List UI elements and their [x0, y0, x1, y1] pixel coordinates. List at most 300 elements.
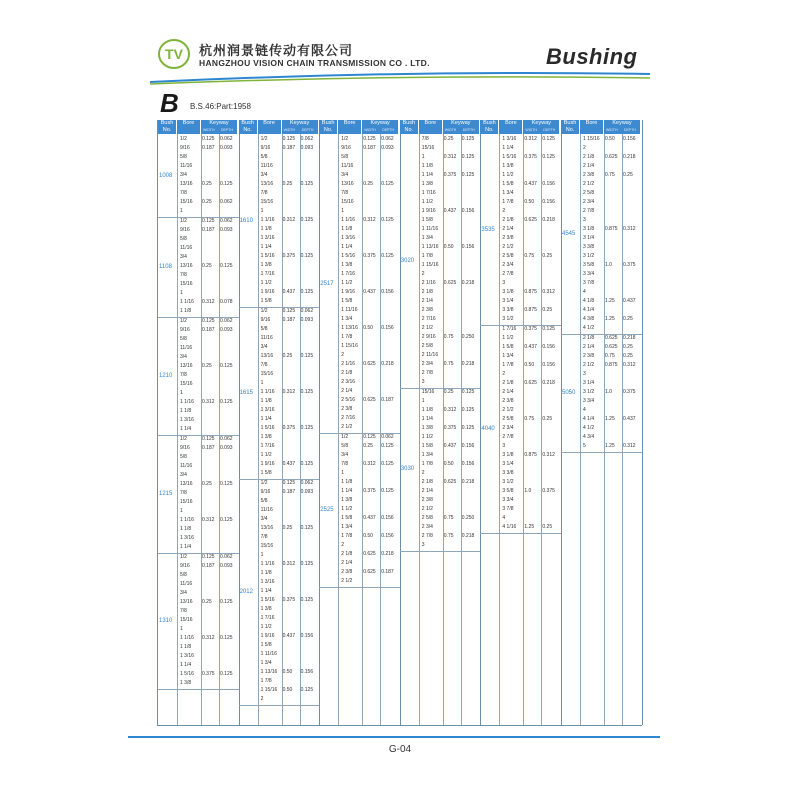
bore-value: 2: [421, 470, 425, 476]
bore-value: 1 3/16: [341, 235, 356, 241]
table-column-group: [319, 120, 401, 725]
bore-value: 3 3/4: [502, 497, 514, 503]
keyway-depth-value: 0.156: [542, 181, 555, 187]
keyway-width-value: 0.125: [202, 436, 215, 442]
bore-value: 3 1/4: [583, 235, 595, 241]
keyway-width-value: 0.312: [282, 389, 296, 395]
keyway-depth-value: 0.125: [220, 399, 233, 405]
keyway-depth-value: 0.093: [220, 145, 233, 151]
bore-value: 2 1/4: [421, 298, 433, 304]
bore-value: 1/2: [180, 554, 187, 560]
bore-value: 11/16: [260, 335, 273, 341]
keyway-width-value: 0.437: [443, 443, 457, 449]
bore-value: 1 1/2: [502, 172, 514, 178]
bore-value: 3 1/8: [583, 226, 595, 232]
bore-value: 1 1/16: [180, 517, 194, 523]
bore-value: 13/16: [341, 181, 354, 187]
keyway-depth-value: 0.062: [220, 136, 233, 142]
bore-value: 1 1/2: [341, 506, 353, 512]
bore-value: 1 7/16: [421, 190, 436, 196]
keyway-depth-value: 0.062: [220, 199, 233, 205]
bore-value: 3 1/2: [583, 253, 595, 259]
bore-value: 5/8: [180, 454, 187, 460]
bore-value: 1 9/16: [260, 289, 275, 295]
bore-value: 3 7/8: [583, 280, 595, 286]
keyway-depth-value: 0.25: [623, 316, 633, 322]
keyway-width-value: 0.25: [202, 363, 212, 369]
keyway-depth-value: 0.093: [300, 489, 314, 495]
header-keyway: Keyway WIDTH DEPTH: [443, 120, 480, 134]
keyway-depth-value: 0.093: [300, 145, 314, 151]
header-bore: Bore: [338, 120, 362, 134]
bore-value: 1/2: [180, 436, 187, 442]
bore-value: 1: [180, 208, 183, 214]
keyway-depth-value: 0.156: [381, 289, 394, 295]
bore-value: 4 1/16: [502, 524, 517, 530]
bore-value: 1 9/16: [260, 461, 275, 467]
bore-value: 13/16: [180, 481, 193, 487]
keyway-depth-value: 0.125: [300, 217, 314, 223]
bore-value: 7/8: [260, 534, 268, 540]
keyway-depth-value: 0.25: [542, 416, 553, 422]
bore-value: 15/16: [421, 145, 435, 151]
keyway-depth-value: 0.125: [542, 154, 555, 160]
keyway-depth-value: 0.187: [381, 569, 394, 575]
bore-value: 1/2: [260, 136, 268, 142]
header-width: WIDTH: [444, 128, 457, 132]
bore-value: 3/4: [180, 590, 187, 596]
bore-value: 2: [260, 696, 264, 702]
keyway-width-value: 0.125: [363, 136, 376, 142]
keyway-width-value: 0.125: [202, 218, 215, 224]
keyway-depth-value: 0.062: [300, 480, 314, 486]
bore-value: 2 1/2: [583, 362, 595, 368]
keyway-depth-value: 0.125: [381, 253, 394, 259]
header-bore: Bore: [419, 120, 443, 134]
bore-value: 1 5/16: [341, 253, 356, 259]
bore-value: 3 1/2: [502, 316, 514, 322]
keyway-depth-value: 0.218: [623, 335, 636, 341]
bore-value: 7/8: [341, 461, 349, 467]
keyway-width-value: 0.312: [443, 154, 457, 160]
bore-value: 1 3/8: [421, 425, 433, 431]
keyway-width-value: 0.625: [524, 380, 537, 386]
bore-value: 2 1/8: [502, 380, 514, 386]
bore-value: 3 1/2: [583, 389, 595, 395]
bore-value: 2 3/8: [341, 569, 353, 575]
keyway-depth-value: 0.125: [220, 671, 233, 677]
keyway-depth-value: 0.25: [542, 524, 553, 530]
bore-value: 1/2: [180, 318, 187, 324]
bore-value: 1 7/8: [341, 334, 353, 340]
bore-value: 3 1/4: [583, 380, 595, 386]
column-divider: [604, 134, 605, 725]
bore-value: 9/16: [180, 563, 190, 569]
bore-value: 2 1/16: [341, 361, 356, 367]
bore-value: 3/4: [180, 172, 187, 178]
bore-value: 2 1/8: [583, 154, 595, 160]
keyway-depth-value: 0.078: [220, 299, 233, 305]
bore-value: 2 1/16: [421, 280, 436, 286]
bush-number: 4545: [562, 231, 576, 237]
bore-value: 2 1/8: [421, 479, 433, 485]
bore-value: 2 1/2: [502, 407, 514, 413]
keyway-depth-value: 0.093: [300, 317, 314, 323]
bore-value: 1 3/16: [180, 417, 194, 423]
bore-value: 3/4: [180, 254, 187, 260]
bore-value: 11/16: [180, 245, 193, 251]
keyway-width-value: 0.625: [524, 217, 537, 223]
keyway-width-value: 0.625: [363, 397, 376, 403]
keyway-width-value: 0.312: [282, 561, 296, 567]
bore-value: 4 1/2: [583, 325, 595, 331]
keyway-depth-value: 0.156: [542, 199, 555, 205]
bush-number: 3020: [400, 258, 415, 264]
keyway-depth-value: 0.125: [381, 488, 394, 494]
keyway-depth-value: 0.312: [542, 289, 555, 295]
table-column-group: [400, 120, 482, 725]
bore-value: 4 1/8: [583, 298, 595, 304]
keyway-depth-value: 0.125: [381, 217, 394, 223]
bore-value: 1/2: [341, 136, 349, 142]
bore-value: 15/16: [260, 543, 274, 549]
bore-value: 4 1/4: [583, 307, 595, 313]
bore-value: 2 3/8: [583, 172, 595, 178]
bore-value: 3 7/8: [502, 506, 514, 512]
keyway-width-value: 1.25: [605, 443, 615, 449]
keyway-width-value: 0.437: [524, 181, 537, 187]
bore-value: 2 11/16: [421, 352, 439, 358]
keyway-depth-value: 0.156: [461, 208, 475, 214]
bore-value: 15/16: [180, 199, 193, 205]
bore-value: 2 3/4: [421, 524, 433, 530]
bore-value: 1 5/16: [180, 671, 194, 677]
bore-value: 1 1/2: [502, 335, 514, 341]
keyway-width-value: 0.375: [443, 172, 457, 178]
keyway-width-value: 0.625: [363, 361, 376, 367]
keyway-width-value: 0.875: [524, 452, 537, 458]
bore-value: 15/16: [180, 381, 193, 387]
bore-value: 3/4: [180, 472, 187, 478]
bore-value: 1 3/4: [421, 235, 433, 241]
bore-value: 11/16: [180, 581, 193, 587]
header-bush-no: Bush No.: [480, 120, 499, 134]
bore-value: 3 1/8: [502, 289, 514, 295]
bore-value: 2 1/8: [502, 217, 514, 223]
keyway-width-value: 0.312: [443, 407, 457, 413]
bore-value: 13/16: [180, 263, 193, 269]
bore-value: 1 11/16: [421, 226, 439, 232]
bore-value: 1 3/16: [502, 136, 517, 142]
keyway-width-value: 0.125: [282, 136, 296, 142]
bore-value: 2 1/8: [341, 370, 353, 376]
bore-value: 1 5/8: [421, 443, 433, 449]
bore-value: 9/16: [341, 145, 351, 151]
keyway-width-value: 0.875: [524, 289, 537, 295]
keyway-width-value: 0.50: [605, 136, 615, 142]
keyway-depth-value: 0.093: [220, 227, 233, 233]
keyway-depth-value: 0.25: [623, 344, 633, 350]
bore-value: 2 3/8: [502, 398, 514, 404]
bore-value: 1 5/16: [260, 425, 275, 431]
bore-value: 5/8: [180, 154, 187, 160]
keyway-width-value: 0.25: [282, 525, 293, 531]
bore-value: 7/8: [180, 608, 187, 614]
keyway-width-value: 0.312: [202, 399, 215, 405]
keyway-depth-value: 0.156: [542, 344, 555, 350]
bore-value: 1 1/16: [180, 635, 194, 641]
bore-value: 15/16: [341, 199, 354, 205]
keyway-depth-value: 0.125: [461, 407, 475, 413]
keyway-width-value: 0.25: [443, 389, 454, 395]
keyway-depth-value: 0.125: [300, 253, 314, 259]
bore-value: 1 7/16: [260, 615, 275, 621]
header-width: WIDTH: [606, 128, 618, 132]
bore-value: 1 1/4: [341, 488, 353, 494]
bore-value: 5: [583, 443, 586, 449]
keyway-width-value: 0.187: [202, 227, 215, 233]
keyway-depth-value: 0.093: [220, 445, 233, 451]
bore-value: 2 5/8: [583, 190, 595, 196]
bore-value: 1 3/16: [260, 579, 275, 585]
bore-value: 11/16: [180, 345, 193, 351]
bore-value: 1 1/4: [421, 172, 433, 178]
bore-value: 1 3/4: [260, 660, 272, 666]
keyway-width-value: 0.375: [282, 597, 296, 603]
keyway-depth-value: 0.375: [623, 389, 636, 395]
header-keyway: Keyway WIDTH DEPTH: [282, 120, 319, 134]
keyway-width-value: 0.187: [202, 445, 215, 451]
keyway-depth-value: 0.125: [542, 326, 555, 332]
keyway-width-value: 1.0: [524, 488, 532, 494]
keyway-width-value: 0.312: [524, 136, 537, 142]
keyway-width-value: 0.625: [605, 154, 618, 160]
bore-value: 1 1/4: [260, 588, 272, 594]
bore-value: 1: [180, 508, 183, 514]
bore-value: 2 1/4: [341, 388, 353, 394]
keyway-width-value: 0.25: [363, 181, 373, 187]
bore-value: 3 1/4: [502, 298, 514, 304]
bore-value: 1 1/4: [180, 662, 192, 668]
bore-value: 1 1/16: [260, 217, 275, 223]
bore-value: 2 9/16: [421, 334, 436, 340]
bore-value: 7/8: [421, 136, 429, 142]
keyway-depth-value: 0.250: [461, 515, 475, 521]
bore-value: 1/2: [180, 218, 187, 224]
bore-value: 2 7/8: [583, 208, 595, 214]
row-divider: [239, 705, 320, 706]
bore-value: 2: [502, 208, 506, 214]
keyway-width-value: 0.625: [443, 280, 457, 286]
keyway-depth-value: 0.062: [300, 308, 314, 314]
bore-value: 2 1/2: [421, 325, 433, 331]
keyway-width-value: 0.50: [363, 325, 373, 331]
bore-value: 1 1/16: [180, 399, 194, 405]
keyway-width-value: 0.375: [282, 425, 296, 431]
bore-value: 2 3/4: [583, 199, 595, 205]
bore-value: 1 1/2: [421, 434, 433, 440]
keyway-depth-value: 0.062: [381, 136, 394, 142]
bore-value: 2 3/8: [341, 406, 353, 412]
keyway-depth-value: 0.125: [542, 136, 555, 142]
bore-value: 1 7/16: [260, 443, 275, 449]
bore-value: 1 15/16: [583, 136, 600, 142]
bore-value: 2 5/8: [502, 253, 514, 259]
bore-value: 1 1/4: [260, 416, 272, 422]
keyway-depth-value: 0.375: [542, 488, 555, 494]
bore-value: 2: [583, 145, 586, 151]
keyway-width-value: 0.437: [443, 208, 457, 214]
keyway-width-value: 0.437: [363, 515, 376, 521]
keyway-width-value: 0.125: [202, 554, 215, 560]
bore-value: 1/2: [341, 434, 349, 440]
keyway-width-value: 1.0: [605, 262, 612, 268]
keyway-depth-value: 0.250: [461, 334, 475, 340]
bore-value: 15/16: [180, 281, 193, 287]
bore-value: 1 1/2: [260, 624, 272, 630]
keyway-depth-value: 0.218: [461, 361, 475, 367]
keyway-depth-value: 0.218: [461, 533, 475, 539]
bore-value: 1 3/4: [341, 524, 353, 530]
bore-value: 1 15/16: [421, 262, 439, 268]
bore-value: 15/16: [180, 499, 193, 505]
bore-value: 1 1/4: [421, 416, 433, 422]
keyway-width-value: 0.75: [443, 533, 454, 539]
bore-value: 1: [341, 208, 344, 214]
bore-value: 3 3/4: [583, 271, 595, 277]
bore-value: 2 1/2: [341, 424, 353, 430]
bore-value: 2 1/8: [583, 335, 595, 341]
bore-value: 1 7/16: [260, 271, 275, 277]
keyway-depth-value: 0.062: [220, 436, 233, 442]
keyway-width-value: 0.375: [202, 671, 215, 677]
keyway-width-value: 1.25: [605, 316, 615, 322]
bore-value: 1 5/8: [341, 298, 353, 304]
bush-number: 1008: [159, 172, 173, 179]
keyway-width-value: 0.50: [524, 362, 535, 368]
bore-value: 1 1/16: [260, 389, 275, 395]
bore-value: 1 7/16: [341, 271, 356, 277]
bore-value: 1 3/4: [421, 452, 433, 458]
keyway-depth-value: 0.125: [220, 263, 233, 269]
bush-number: 1615: [239, 389, 253, 396]
keyway-width-value: 0.187: [202, 327, 215, 333]
bush-number: 1108: [159, 263, 172, 270]
bore-value: 1 11/16: [260, 651, 277, 657]
keyway-width-value: 0.25: [202, 263, 212, 269]
bore-value: 3 1/8: [502, 452, 514, 458]
bore-value: 2 1/4: [341, 560, 353, 566]
bore-value: 1: [341, 470, 344, 476]
keyway-depth-value: 0.156: [381, 325, 394, 331]
bore-value: 1: [180, 626, 183, 632]
keyway-width-value: 0.50: [443, 461, 454, 467]
keyway-width-value: 0.50: [363, 533, 373, 539]
bore-value: 1 1/16: [341, 217, 356, 223]
column-divider: [580, 134, 581, 725]
keyway-depth-value: 0.125: [300, 289, 314, 295]
bore-value: 9/16: [260, 145, 271, 151]
keyway-depth-value: 0.062: [220, 554, 233, 560]
bore-value: 2 1/4: [421, 488, 433, 494]
keyway-width-value: 0.625: [605, 335, 618, 341]
bore-value: 5/8: [260, 498, 268, 504]
keyway-width-value: 0.437: [282, 633, 296, 639]
bore-value: 11/16: [341, 163, 354, 169]
bore-value: 1 3/8: [502, 163, 514, 169]
bore-value: 1 1/4: [341, 244, 353, 250]
row-divider: [158, 689, 239, 690]
bore-value: 5/8: [180, 236, 187, 242]
bore-value: 1 1/8: [341, 226, 353, 232]
keyway-width-value: 0.25: [282, 353, 293, 359]
header-bush-no: Bush No.: [158, 120, 177, 134]
keyway-width-value: 0.875: [524, 307, 537, 313]
bore-value: 1 3/16: [260, 235, 275, 241]
bore-value: 1 1/16: [180, 299, 194, 305]
bore-value: 11/16: [180, 463, 193, 469]
header-bore: Bore: [499, 120, 523, 134]
column-divider: [419, 134, 420, 725]
keyway-depth-value: 0.25: [623, 353, 633, 359]
bore-value: 1: [260, 552, 264, 558]
bore-value: 1 3/8: [341, 262, 353, 268]
bore-value: 1 7/8: [502, 199, 514, 205]
keyway-depth-value: 0.125: [300, 425, 314, 431]
keyway-depth-value: 0.125: [220, 481, 233, 487]
bore-value: 1 7/8: [421, 253, 433, 259]
bush-number: 3030: [400, 466, 415, 472]
bore-value: 2 7/8: [421, 533, 433, 539]
keyway-depth-value: 0.437: [623, 416, 636, 422]
bore-value: 1 1/8: [180, 526, 192, 532]
bore-value: 3: [421, 542, 425, 548]
bore-value: 15/16: [260, 199, 274, 205]
header-width: WIDTH: [364, 128, 376, 132]
bore-value: 7/8: [180, 372, 187, 378]
keyway-depth-value: 0.125: [300, 389, 314, 395]
bore-value: 1: [260, 380, 264, 386]
bore-value: 3 3/8: [583, 244, 595, 250]
bore-value: 1: [260, 208, 264, 214]
bore-value: 1 5/8: [260, 470, 272, 476]
keyway-depth-value: 0.312: [542, 452, 555, 458]
bore-value: 2 5/8: [421, 515, 433, 521]
keyway-width-value: 0.437: [363, 289, 376, 295]
keyway-width-value: 0.312: [202, 299, 215, 305]
bore-value: 1: [180, 390, 183, 396]
header-keyway: Keyway WIDTH DEPTH: [604, 120, 641, 134]
keyway-width-value: 0.187: [202, 563, 215, 569]
keyway-width-value: 0.25: [282, 181, 293, 187]
keyway-depth-value: 0.218: [623, 154, 636, 160]
keyway-depth-value: 0.312: [623, 226, 636, 232]
bore-value: 1: [421, 154, 425, 160]
bore-value: 2 1/2: [341, 578, 353, 584]
keyway-width-value: 0.187: [282, 317, 296, 323]
bore-value: 1 1/8: [421, 163, 433, 169]
bore-value: 2 3/8: [583, 353, 595, 359]
bore-value: 1 3/4: [502, 190, 514, 196]
row-divider: [319, 587, 400, 588]
bore-value: 3 1/2: [502, 479, 514, 485]
bore-value: 1 5/8: [260, 642, 272, 648]
header-width: WIDTH: [283, 128, 296, 132]
column-divider: [258, 134, 259, 725]
header-width: WIDTH: [525, 128, 537, 132]
keyway-width-value: 0.75: [443, 515, 454, 521]
bore-value: 1 3/8: [260, 262, 272, 268]
